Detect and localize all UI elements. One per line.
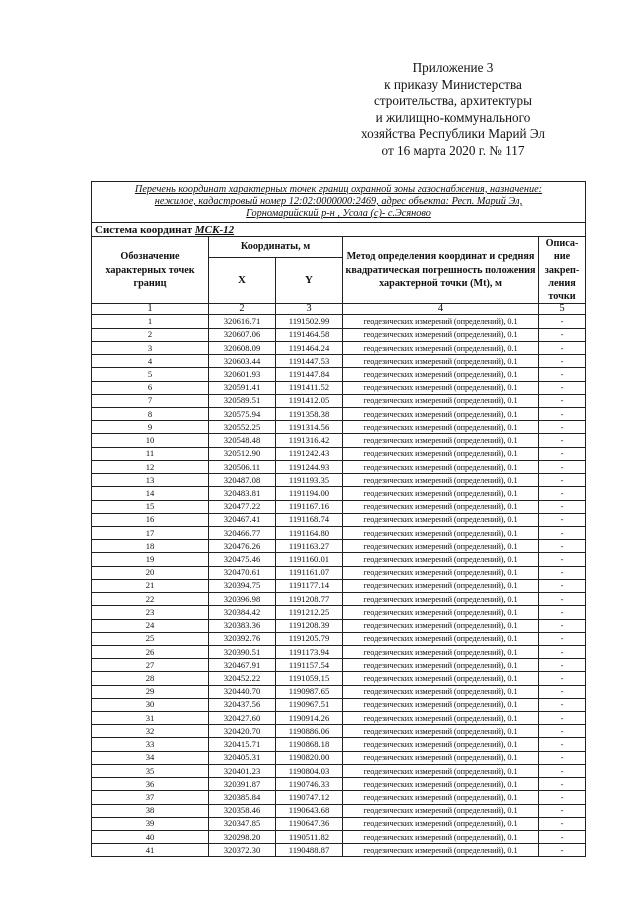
description-cell: - <box>539 328 586 341</box>
table-row <box>92 791 586 804</box>
description-cell: - <box>539 791 586 804</box>
point-number-cell: 17 <box>92 526 209 539</box>
table-row <box>92 712 586 725</box>
description-cell: - <box>539 526 586 539</box>
method-cell: геодезических измерений (определений), 0.1 <box>343 526 539 539</box>
method-cell: геодезических измерений (определений), 0.1 <box>343 408 539 421</box>
table-row <box>92 632 586 645</box>
description-cell: - <box>539 606 586 619</box>
y-coordinate-cell: 1191314.56 <box>276 421 343 434</box>
y-coordinate-cell: 1190914.26 <box>276 712 343 725</box>
point-number-cell: 10 <box>92 434 209 447</box>
header-x: X <box>209 257 276 304</box>
description-cell: - <box>539 447 586 460</box>
table-row <box>92 672 586 685</box>
table-row <box>92 764 586 777</box>
x-coordinate-cell: 320420.70 <box>209 725 276 738</box>
x-coordinate-cell: 320512.90 <box>209 447 276 460</box>
y-coordinate-cell: 1191447.53 <box>276 355 343 368</box>
description-cell: - <box>539 619 586 632</box>
method-cell: геодезических измерений (определений), 0.1 <box>343 844 539 857</box>
column-numbers-row <box>92 304 586 315</box>
y-coordinate-cell: 1191167.16 <box>276 500 343 513</box>
x-coordinate-cell: 320470.61 <box>209 566 276 579</box>
y-coordinate-cell: 1191464.24 <box>276 341 343 354</box>
method-cell: геодезических измерений (определений), 0.1 <box>343 553 539 566</box>
description-cell: - <box>539 513 586 526</box>
table-row <box>92 421 586 434</box>
column-number: 5 <box>539 304 586 315</box>
table-row <box>92 751 586 764</box>
table-row <box>92 553 586 566</box>
table-row <box>92 408 586 421</box>
point-number-cell: 30 <box>92 698 209 711</box>
table-row <box>92 315 586 328</box>
description-cell: - <box>539 844 586 857</box>
table-row <box>92 579 586 592</box>
method-cell: геодезических измерений (определений), 0.1 <box>343 328 539 341</box>
method-cell: геодезических измерений (определений), 0.1 <box>343 804 539 817</box>
table-row <box>92 698 586 711</box>
x-coordinate-cell: 320372.30 <box>209 844 276 857</box>
x-coordinate-cell: 320548.48 <box>209 434 276 447</box>
point-number-cell: 6 <box>92 381 209 394</box>
method-cell: геодезических измерений (определений), 0.1 <box>343 394 539 407</box>
x-coordinate-cell: 320427.60 <box>209 712 276 725</box>
x-coordinate-cell: 320552.25 <box>209 421 276 434</box>
x-coordinate-cell: 320437.56 <box>209 698 276 711</box>
method-cell: геодезических измерений (определений), 0.1 <box>343 764 539 777</box>
point-number-cell: 27 <box>92 659 209 672</box>
method-cell: геодезических измерений (определений), 0.1 <box>343 738 539 751</box>
header-designation: Обозначение характерных точек границ <box>92 237 209 304</box>
x-coordinate-cell: 320466.77 <box>209 526 276 539</box>
table-row <box>92 368 586 381</box>
point-number-cell: 40 <box>92 831 209 844</box>
method-cell: геодезических измерений (определений), 0.1 <box>343 421 539 434</box>
point-number-cell: 15 <box>92 500 209 513</box>
x-coordinate-cell: 320487.08 <box>209 474 276 487</box>
method-cell: геодезических измерений (определений), 0.1 <box>343 606 539 619</box>
point-number-cell: 31 <box>92 712 209 725</box>
table-row <box>92 381 586 394</box>
table-row <box>92 804 586 817</box>
column-number: 3 <box>276 304 343 315</box>
y-coordinate-cell: 1190886.06 <box>276 725 343 738</box>
x-coordinate-cell: 320384.42 <box>209 606 276 619</box>
method-cell: геодезических измерений (определений), 0.1 <box>343 619 539 632</box>
table-row <box>92 738 586 751</box>
x-coordinate-cell: 320467.41 <box>209 513 276 526</box>
table-title-line: Перечень координат характерных точек границ охранной зоны газоснабжения, назначение: <box>134 183 543 195</box>
point-number-cell: 16 <box>92 513 209 526</box>
y-coordinate-cell: 1190820.00 <box>276 751 343 764</box>
description-cell: - <box>539 487 586 500</box>
description-cell: - <box>539 315 586 328</box>
description-cell: - <box>539 659 586 672</box>
y-coordinate-cell: 1191208.39 <box>276 619 343 632</box>
y-coordinate-cell: 1190804.03 <box>276 764 343 777</box>
y-coordinate-cell: 1191242.43 <box>276 447 343 460</box>
description-cell: - <box>539 553 586 566</box>
y-coordinate-cell: 1191161.07 <box>276 566 343 579</box>
y-coordinate-cell: 1191205.79 <box>276 632 343 645</box>
y-coordinate-cell: 1191358.38 <box>276 408 343 421</box>
point-number-cell: 19 <box>92 553 209 566</box>
appendix-header <box>330 60 576 160</box>
method-cell: геодезических измерений (определений), 0.1 <box>343 381 539 394</box>
description-cell: - <box>539 685 586 698</box>
x-coordinate-cell: 320476.26 <box>209 540 276 553</box>
point-number-cell: 22 <box>92 593 209 606</box>
point-number-cell: 33 <box>92 738 209 751</box>
point-number-cell: 37 <box>92 791 209 804</box>
table-row <box>92 725 586 738</box>
header-coordinates: Координаты, м <box>209 237 343 258</box>
x-coordinate-cell: 320390.51 <box>209 645 276 658</box>
method-cell: геодезических измерений (определений), 0.1 <box>343 817 539 830</box>
x-coordinate-cell: 320591.41 <box>209 381 276 394</box>
x-coordinate-cell: 320298.20 <box>209 831 276 844</box>
method-cell: геодезических измерений (определений), 0.1 <box>343 712 539 725</box>
point-number-cell: 3 <box>92 341 209 354</box>
column-number: 4 <box>343 304 539 315</box>
description-cell: - <box>539 698 586 711</box>
table-title-line: Горномарийский р-н , Усола (с)- с.Эсяново <box>246 208 431 220</box>
description-cell: - <box>539 764 586 777</box>
point-number-cell: 11 <box>92 447 209 460</box>
point-number-cell: 2 <box>92 328 209 341</box>
appendix-line: и жилищно-коммунального <box>375 109 531 125</box>
point-number-cell: 20 <box>92 566 209 579</box>
y-coordinate-cell: 1191168.74 <box>276 513 343 526</box>
description-cell: - <box>539 394 586 407</box>
y-coordinate-cell: 1191163.27 <box>276 540 343 553</box>
table-row <box>92 341 586 354</box>
column-number: 2 <box>209 304 276 315</box>
x-coordinate-cell: 320391.87 <box>209 778 276 791</box>
appendix-line: хозяйства Республики Марий Эл <box>361 126 545 142</box>
header-y: Y <box>276 257 343 304</box>
method-cell: геодезических измерений (определений), 0.1 <box>343 791 539 804</box>
y-coordinate-cell: 1191464.58 <box>276 328 343 341</box>
table-row <box>92 474 586 487</box>
appendix-line: строительства, архитектуры <box>374 93 532 109</box>
method-cell: геодезических измерений (определений), 0.1 <box>343 831 539 844</box>
point-number-cell: 9 <box>92 421 209 434</box>
table-title <box>92 182 586 223</box>
point-number-cell: 41 <box>92 844 209 857</box>
y-coordinate-cell: 1191447.84 <box>276 368 343 381</box>
point-number-cell: 13 <box>92 474 209 487</box>
description-cell: - <box>539 831 586 844</box>
method-cell: геодезических измерений (определений), 0.1 <box>343 566 539 579</box>
table-row <box>92 817 586 830</box>
method-cell: геодезических измерений (определений), 0.1 <box>343 778 539 791</box>
x-coordinate-cell: 320392.76 <box>209 632 276 645</box>
method-cell: геодезических измерений (определений), 0.1 <box>343 579 539 592</box>
x-coordinate-cell: 320477.22 <box>209 500 276 513</box>
column-number: 1 <box>92 304 209 315</box>
method-cell: геодезических измерений (определений), 0.1 <box>343 315 539 328</box>
header-description: Описа-ние закреп-ления точки <box>539 237 586 304</box>
y-coordinate-cell: 1191193.35 <box>276 474 343 487</box>
appendix-line: от 16 марта 2020 г. № 117 <box>381 142 525 158</box>
description-cell: - <box>539 500 586 513</box>
x-coordinate-cell: 320358.46 <box>209 804 276 817</box>
table-row <box>92 328 586 341</box>
description-cell: - <box>539 355 586 368</box>
table-row <box>92 645 586 658</box>
point-number-cell: 5 <box>92 368 209 381</box>
table-row <box>92 659 586 672</box>
point-number-cell: 14 <box>92 487 209 500</box>
point-number-cell: 38 <box>92 804 209 817</box>
point-number-cell: 34 <box>92 751 209 764</box>
point-number-cell: 25 <box>92 632 209 645</box>
method-cell: геодезических измерений (определений), 0.1 <box>343 447 539 460</box>
table-row <box>92 566 586 579</box>
appendix-line: Приложение 3 <box>412 60 494 75</box>
description-cell: - <box>539 540 586 553</box>
table-body <box>92 315 586 857</box>
y-coordinate-cell: 1190488.87 <box>276 844 343 857</box>
x-coordinate-cell: 320405.31 <box>209 751 276 764</box>
description-cell: - <box>539 593 586 606</box>
point-number-cell: 18 <box>92 540 209 553</box>
y-coordinate-cell: 1190647.36 <box>276 817 343 830</box>
y-coordinate-cell: 1191411.52 <box>276 381 343 394</box>
point-number-cell: 24 <box>92 619 209 632</box>
y-coordinate-cell: 1191412.05 <box>276 394 343 407</box>
x-coordinate-cell: 320452.22 <box>209 672 276 685</box>
point-number-cell: 21 <box>92 579 209 592</box>
description-cell: - <box>539 672 586 685</box>
table-row <box>92 500 586 513</box>
table-row <box>92 685 586 698</box>
description-cell: - <box>539 368 586 381</box>
y-coordinate-cell: 1191173.94 <box>276 645 343 658</box>
point-number-cell: 12 <box>92 460 209 473</box>
description-cell: - <box>539 341 586 354</box>
description-cell: - <box>539 804 586 817</box>
method-cell: геодезических измерений (определений), 0.1 <box>343 368 539 381</box>
method-cell: геодезических измерений (определений), 0.1 <box>343 460 539 473</box>
point-number-cell: 1 <box>92 315 209 328</box>
y-coordinate-cell: 1190746.33 <box>276 778 343 791</box>
table-row <box>92 526 586 539</box>
x-coordinate-cell: 320601.93 <box>209 368 276 381</box>
table-row <box>92 394 586 407</box>
x-coordinate-cell: 320506.11 <box>209 460 276 473</box>
description-cell: - <box>539 381 586 394</box>
method-cell: геодезических измерений (определений), 0.1 <box>343 751 539 764</box>
table-row <box>92 593 586 606</box>
x-coordinate-cell: 320347.85 <box>209 817 276 830</box>
description-cell: - <box>539 408 586 421</box>
y-coordinate-cell: 1191208.77 <box>276 593 343 606</box>
point-number-cell: 23 <box>92 606 209 619</box>
x-coordinate-cell: 320440.70 <box>209 685 276 698</box>
method-cell: геодезических измерений (определений), 0.1 <box>343 355 539 368</box>
method-cell: геодезических измерений (определений), 0.1 <box>343 540 539 553</box>
method-cell: геодезических измерений (определений), 0.1 <box>343 725 539 738</box>
description-cell: - <box>539 579 586 592</box>
x-coordinate-cell: 320603.44 <box>209 355 276 368</box>
method-cell: геодезических измерений (определений), 0.1 <box>343 474 539 487</box>
description-cell: - <box>539 434 586 447</box>
method-cell: геодезических измерений (определений), 0.1 <box>343 500 539 513</box>
method-cell: геодезических измерений (определений), 0.1 <box>343 632 539 645</box>
y-coordinate-cell: 1191177.14 <box>276 579 343 592</box>
table-row <box>92 619 586 632</box>
table-row <box>92 606 586 619</box>
description-cell: - <box>539 778 586 791</box>
x-coordinate-cell: 320401.23 <box>209 764 276 777</box>
y-coordinate-cell: 1191160.01 <box>276 553 343 566</box>
method-cell: геодезических измерений (определений), 0.1 <box>343 513 539 526</box>
coordinates-table <box>91 181 586 857</box>
x-coordinate-cell: 320589.51 <box>209 394 276 407</box>
y-coordinate-cell: 1191157.54 <box>276 659 343 672</box>
table-row <box>92 844 586 857</box>
method-cell: геодезических измерений (определений), 0.1 <box>343 487 539 500</box>
point-number-cell: 39 <box>92 817 209 830</box>
x-coordinate-cell: 320607.06 <box>209 328 276 341</box>
method-cell: геодезических измерений (определений), 0.1 <box>343 685 539 698</box>
y-coordinate-cell: 1190511.82 <box>276 831 343 844</box>
description-cell: - <box>539 632 586 645</box>
description-cell: - <box>539 712 586 725</box>
coordinate-system <box>92 223 586 237</box>
description-cell: - <box>539 817 586 830</box>
method-cell: геодезических измерений (определений), 0.1 <box>343 698 539 711</box>
point-number-cell: 36 <box>92 778 209 791</box>
x-coordinate-cell: 320575.94 <box>209 408 276 421</box>
x-coordinate-cell: 320608.09 <box>209 341 276 354</box>
x-coordinate-cell: 320467.91 <box>209 659 276 672</box>
y-coordinate-cell: 1190643.68 <box>276 804 343 817</box>
y-coordinate-cell: 1191316.42 <box>276 434 343 447</box>
method-cell: геодезических измерений (определений), 0.1 <box>343 593 539 606</box>
x-coordinate-cell: 320396.98 <box>209 593 276 606</box>
coordinate-system-label: Система координат <box>95 223 193 236</box>
point-number-cell: 7 <box>92 394 209 407</box>
description-cell: - <box>539 725 586 738</box>
table-row <box>92 513 586 526</box>
method-cell: геодезических измерений (определений), 0.1 <box>343 434 539 447</box>
x-coordinate-cell: 320483.81 <box>209 487 276 500</box>
point-number-cell: 35 <box>92 764 209 777</box>
table-row <box>92 540 586 553</box>
table-row <box>92 831 586 844</box>
method-cell: геодезических измерений (определений), 0.1 <box>343 672 539 685</box>
header-method: Метод определения координат и средняя квадратическая погрешность положения характерной точки (Mt), м <box>343 237 539 304</box>
table-row <box>92 355 586 368</box>
table-row <box>92 434 586 447</box>
method-cell: геодезических измерений (определений), 0.1 <box>343 341 539 354</box>
y-coordinate-cell: 1190868.18 <box>276 738 343 751</box>
y-coordinate-cell: 1191244.93 <box>276 460 343 473</box>
x-coordinate-cell: 320415.71 <box>209 738 276 751</box>
table-title-line: нежилое, кадастровый номер 12:02:0000000:2469, адрес объекта: Респ. Марий Эл, <box>154 195 523 207</box>
y-coordinate-cell: 1191212.25 <box>276 606 343 619</box>
table-row <box>92 487 586 500</box>
point-number-cell: 26 <box>92 645 209 658</box>
y-coordinate-cell: 1190967.51 <box>276 698 343 711</box>
description-cell: - <box>539 738 586 751</box>
x-coordinate-cell: 320616.71 <box>209 315 276 328</box>
y-coordinate-cell: 1190747.12 <box>276 791 343 804</box>
x-coordinate-cell: 320385.84 <box>209 791 276 804</box>
description-cell: - <box>539 566 586 579</box>
y-coordinate-cell: 1191164.80 <box>276 526 343 539</box>
description-cell: - <box>539 474 586 487</box>
table-row <box>92 778 586 791</box>
method-cell: геодезических измерений (определений), 0.1 <box>343 659 539 672</box>
description-cell: - <box>539 460 586 473</box>
description-cell: - <box>539 751 586 764</box>
y-coordinate-cell: 1190987.65 <box>276 685 343 698</box>
point-number-cell: 29 <box>92 685 209 698</box>
appendix-line: к приказу Министерства <box>384 76 522 92</box>
description-cell: - <box>539 645 586 658</box>
x-coordinate-cell: 320383.36 <box>209 619 276 632</box>
y-coordinate-cell: 1191194.00 <box>276 487 343 500</box>
coordinate-system-value: МСК-12 <box>194 223 235 236</box>
table-row <box>92 460 586 473</box>
point-number-cell: 32 <box>92 725 209 738</box>
description-cell: - <box>539 421 586 434</box>
x-coordinate-cell: 320394.75 <box>209 579 276 592</box>
point-number-cell: 8 <box>92 408 209 421</box>
point-number-cell: 4 <box>92 355 209 368</box>
table-row <box>92 447 586 460</box>
y-coordinate-cell: 1191502.99 <box>276 315 343 328</box>
method-cell: геодезических измерений (определений), 0.1 <box>343 645 539 658</box>
x-coordinate-cell: 320475.46 <box>209 553 276 566</box>
point-number-cell: 28 <box>92 672 209 685</box>
y-coordinate-cell: 1191059.15 <box>276 672 343 685</box>
